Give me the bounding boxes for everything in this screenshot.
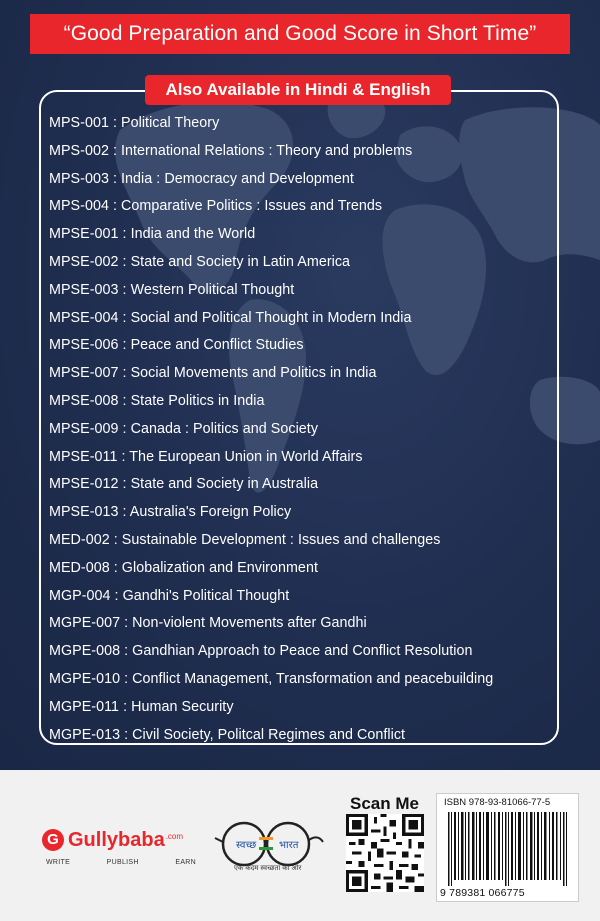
- list-item: MPSE-006 : Peace and Conflict Studies: [49, 337, 304, 354]
- qr-code[interactable]: [346, 814, 424, 892]
- list-item: MGPE-007 : Non-violent Movements after Gandhi: [49, 615, 367, 632]
- language-availability-badge: Also Available in Hindi & English: [145, 75, 451, 105]
- list-item: MPS-003 : India : Democracy and Development: [49, 170, 354, 187]
- publisher-name: Gullybaba: [68, 828, 165, 851]
- tagline-word: WRITE: [46, 859, 71, 866]
- list-item: MPSE-004 : Social and Political Thought in Modern India: [49, 309, 412, 326]
- swachh-word: स्वच्छ: [236, 840, 257, 851]
- list-item: MGPE-011 : Human Security: [49, 698, 234, 715]
- course-list: [49, 110, 493, 749]
- list-item: MPS-004 : Comparative Politics : Issues and Trends: [49, 198, 383, 215]
- barcode-number: 9 789381 066775: [440, 887, 525, 899]
- isbn-label: ISBN 978-93-81066-77-5: [444, 797, 551, 808]
- list-item: MPSE-009 : Canada : Politics and Society: [49, 420, 319, 437]
- tagline-word: PUBLISH: [106, 859, 139, 866]
- list-item: MPSE-003 : Western Political Thought: [49, 281, 295, 298]
- list-item: MPSE-002 : State and Society in Latin America: [49, 253, 351, 270]
- publisher-domain: .com: [165, 831, 184, 841]
- tagline-word: EARN: [175, 859, 196, 866]
- list-item: MPSE-013 : Australia's Foreign Policy: [49, 504, 292, 521]
- list-item: MPS-001 : Political Theory: [49, 115, 220, 131]
- publisher-logo[interactable]: [42, 825, 183, 855]
- list-item: MPS-002 : International Relations : Theory and problems: [49, 142, 413, 159]
- list-item: MGPE-008 : Gandhian Approach to Peace and Conflict Resolution: [49, 643, 473, 660]
- list-item: MPSE-012 : State and Society in Australia: [49, 476, 319, 493]
- publisher-tagline: [46, 859, 196, 866]
- scan-me-label: Scan Me: [350, 794, 419, 813]
- list-item: MPSE-007 : Social Movements and Politics in India: [49, 365, 377, 382]
- bharat-word: भारत: [279, 840, 299, 851]
- list-item: MGP-004 : Gandhi's Political Thought: [49, 587, 290, 604]
- list-item: MPSE-001 : India and the World: [49, 226, 256, 243]
- list-item: MED-008 : Globalization and Environment: [49, 559, 318, 576]
- list-item: MGPE-010 : Conflict Management, Transformation and peacebuilding: [49, 670, 494, 687]
- list-item: MPSE-008 : State Politics in India: [49, 392, 265, 409]
- slogan-banner: “Good Preparation and Good Score in Short Time”: [30, 14, 570, 54]
- barcode-graphic: [444, 812, 572, 886]
- list-item: MPSE-011 : The European Union in World Affairs: [49, 448, 363, 465]
- list-item: MED-002 : Sustainable Development : Issues and challenges: [49, 531, 441, 548]
- list-item: MGPE-013 : Civil Society, Politcal Regimes and Conflict: [49, 726, 406, 743]
- swachh-tagline: एक कदम स्वच्छता की ओर: [234, 865, 302, 872]
- logo-g-icon: G: [42, 829, 64, 851]
